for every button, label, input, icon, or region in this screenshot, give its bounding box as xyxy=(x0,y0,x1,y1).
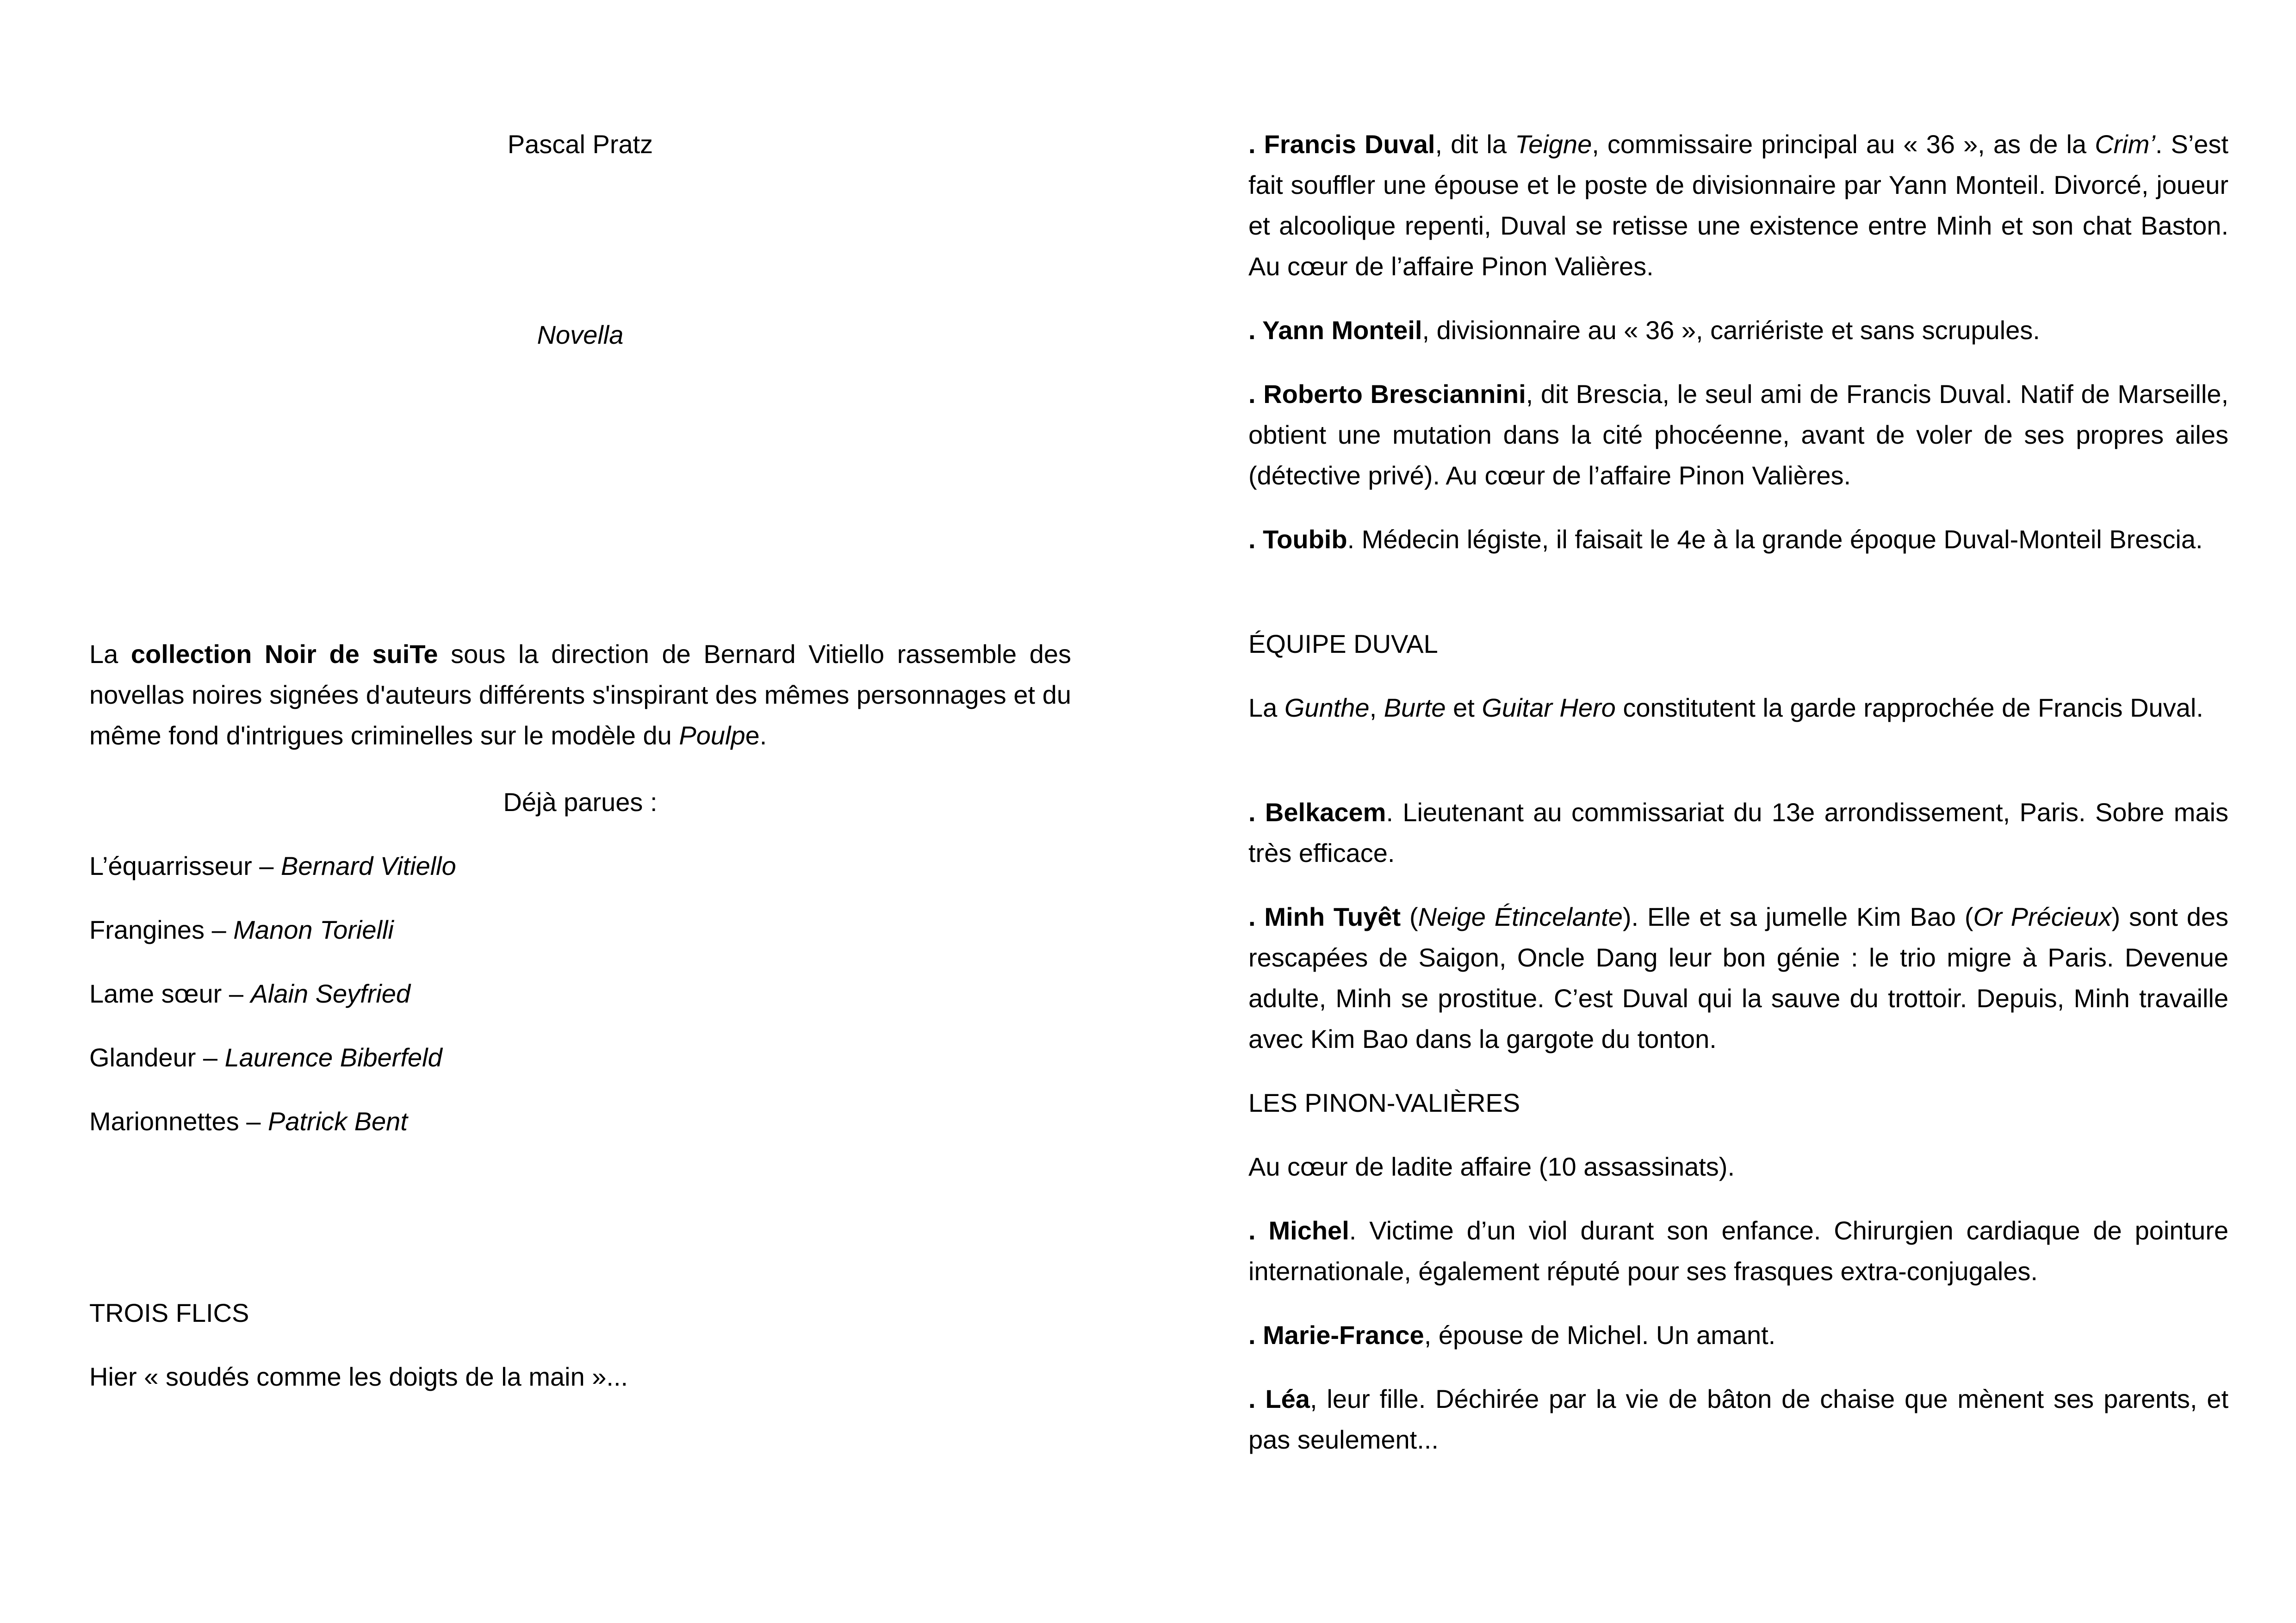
character-minh xyxy=(1248,897,2228,1059)
text-fragment: constitutent la garde rapprochée de Francis Duval. xyxy=(1615,693,2203,722)
text-fragment: , leur fille. Déchirée par la vie de bâton de chaise que mènent ses parents, et pas seulement... xyxy=(1248,1384,2228,1454)
book-title: L’équarrisseur – xyxy=(89,851,281,880)
character-marie-france xyxy=(1248,1315,2228,1356)
character-monteil xyxy=(1248,310,2228,351)
book-item xyxy=(89,910,1071,950)
text-fragment: , épouse de Michel. Un amant. xyxy=(1424,1320,1776,1350)
text-fragment: ) sont des rescapées de Saigon, Oncle Dang leur bon génie : le trio migre à Paris. Devenue adulte, Minh se prostitue. C’est Duval qui la sauve du trottoir. Depuis, Minh travaille avec Kim Bao dans la gargote du tonton. xyxy=(1248,902,2229,1053)
book-title: Glandeur – xyxy=(89,1043,225,1072)
book-title: Frangines – xyxy=(89,915,234,944)
collection-post: e. xyxy=(745,721,767,750)
character-duval xyxy=(1248,124,2228,287)
character-name: . Marie-France xyxy=(1248,1320,1424,1350)
section-heading-trois-flics: TROIS FLICS xyxy=(89,1298,249,1327)
character-name: . Yann Monteil xyxy=(1248,316,1422,345)
book-item xyxy=(89,1101,1071,1142)
collection-mid: sous la direction de Bernard Vitiello rassemble des novellas noires signées d'auteurs différents s'inspirant des mêmes personnages et du même fond d'intrigues criminelles sur le modèle du xyxy=(89,639,1072,750)
character-toubib xyxy=(1248,519,2228,560)
collection-model: Poulp xyxy=(679,721,745,750)
character-name: . Francis Duval xyxy=(1248,130,1435,159)
character-name: . Toubib xyxy=(1248,525,1347,554)
book-title: Marionnettes – xyxy=(89,1107,268,1136)
text-fragment: . Lieutenant au commissariat du 13e arrondissement, Paris. Sobre mais très efficace. xyxy=(1248,798,2228,867)
character-michel xyxy=(1248,1210,2228,1292)
text-fragment: La xyxy=(1248,693,1285,722)
pinon-intro: Au cœur de ladite affaire (10 assassinats). xyxy=(1248,1152,1735,1181)
already-published-heading: Déjà parues : xyxy=(503,787,658,817)
book-item xyxy=(89,846,1071,886)
equipe-description xyxy=(1248,688,2228,728)
character-name: . Léa xyxy=(1248,1384,1310,1413)
section-heading-equipe-duval: ÉQUIPE DUVAL xyxy=(1248,629,1438,658)
book-title: Lame sœur – xyxy=(89,979,251,1008)
genre-text: Novella xyxy=(537,320,624,349)
book-author: Patrick Bent xyxy=(267,1107,408,1136)
name-meaning: Or Précieux xyxy=(1973,902,2112,931)
character-name: . Roberto Bresciannini xyxy=(1248,379,1526,409)
book-item xyxy=(89,1037,1071,1078)
text-fragment: ( xyxy=(1401,902,1418,931)
text-fragment: , divisionnaire au « 36 », carriériste et sans scrupules. xyxy=(1422,316,2040,345)
team-member-name: Guitar Hero xyxy=(1482,693,1616,722)
text-fragment: . Médecin légiste, il faisait le 4e à la grande époque Duval-Monteil Brescia. xyxy=(1347,525,2203,554)
book-author: Laurence Biberfeld xyxy=(224,1043,442,1072)
collection-name: collection Noir de suiTe xyxy=(130,639,438,669)
text-fragment: , dit la xyxy=(1435,130,1515,159)
character-bresciannini xyxy=(1248,374,2228,496)
text-fragment: ). Elle et sa jumelle Kim Bao ( xyxy=(1622,902,1973,931)
genre-label xyxy=(89,315,1071,355)
text-fragment: . Victime d’un viol durant son enfance. Chirurgien cardiaque de pointure internationale, également réputé pour ses frasques extra-conjugales. xyxy=(1248,1216,2228,1286)
character-name: . Belkacem xyxy=(1248,798,1386,827)
book-author: Manon Torielli xyxy=(233,915,394,944)
text-fragment: , commissaire principal au « 36 », as de la xyxy=(1592,130,2095,159)
section-text-trois-flics: Hier « soudés comme les doigts de la main »... xyxy=(89,1362,628,1391)
crim-term: Crim’ xyxy=(2095,130,2155,159)
team-member-name: Burte xyxy=(1384,693,1446,722)
character-belkacem xyxy=(1248,792,2228,873)
text-fragment: . S’est fait souffler une épouse et le poste de divisionnaire par Yann Monteil. Divorcé, joueur et alcoolique repenti, Duval se retisse une existence entre Minh et son chat Baston. Au cœur de l’affaire Pinon Valières. xyxy=(1248,130,2228,281)
book-item xyxy=(89,973,1071,1014)
book-author: Alain Seyfried xyxy=(250,979,411,1008)
text-fragment: , xyxy=(1369,693,1384,722)
author-name: Pascal Pratz xyxy=(507,130,653,159)
section-heading-pinon-valieres: LES PINON-VALIÈRES xyxy=(1248,1088,1520,1117)
character-name: . Michel xyxy=(1248,1216,1349,1245)
collection-description xyxy=(89,634,1071,756)
text-fragment: et xyxy=(1446,693,1482,722)
text-fragment: , dit Brescia, le seul ami de Francis Duval. Natif de Marseille, obtient une mutation dans la cité phocéenne, avant de voler de ses propres ailes (détective privé). Au cœur de l’affaire Pinon Valières. xyxy=(1248,379,2228,490)
name-meaning: Neige Étincelante xyxy=(1418,902,1623,931)
character-name: . Minh Tuyêt xyxy=(1248,902,1401,931)
book-author: Bernard Vitiello xyxy=(281,851,456,880)
character-lea xyxy=(1248,1379,2228,1460)
collection-pre: La xyxy=(89,639,131,669)
character-nickname: Teigne xyxy=(1515,130,1592,159)
team-member-name: Gunthe xyxy=(1284,693,1370,722)
